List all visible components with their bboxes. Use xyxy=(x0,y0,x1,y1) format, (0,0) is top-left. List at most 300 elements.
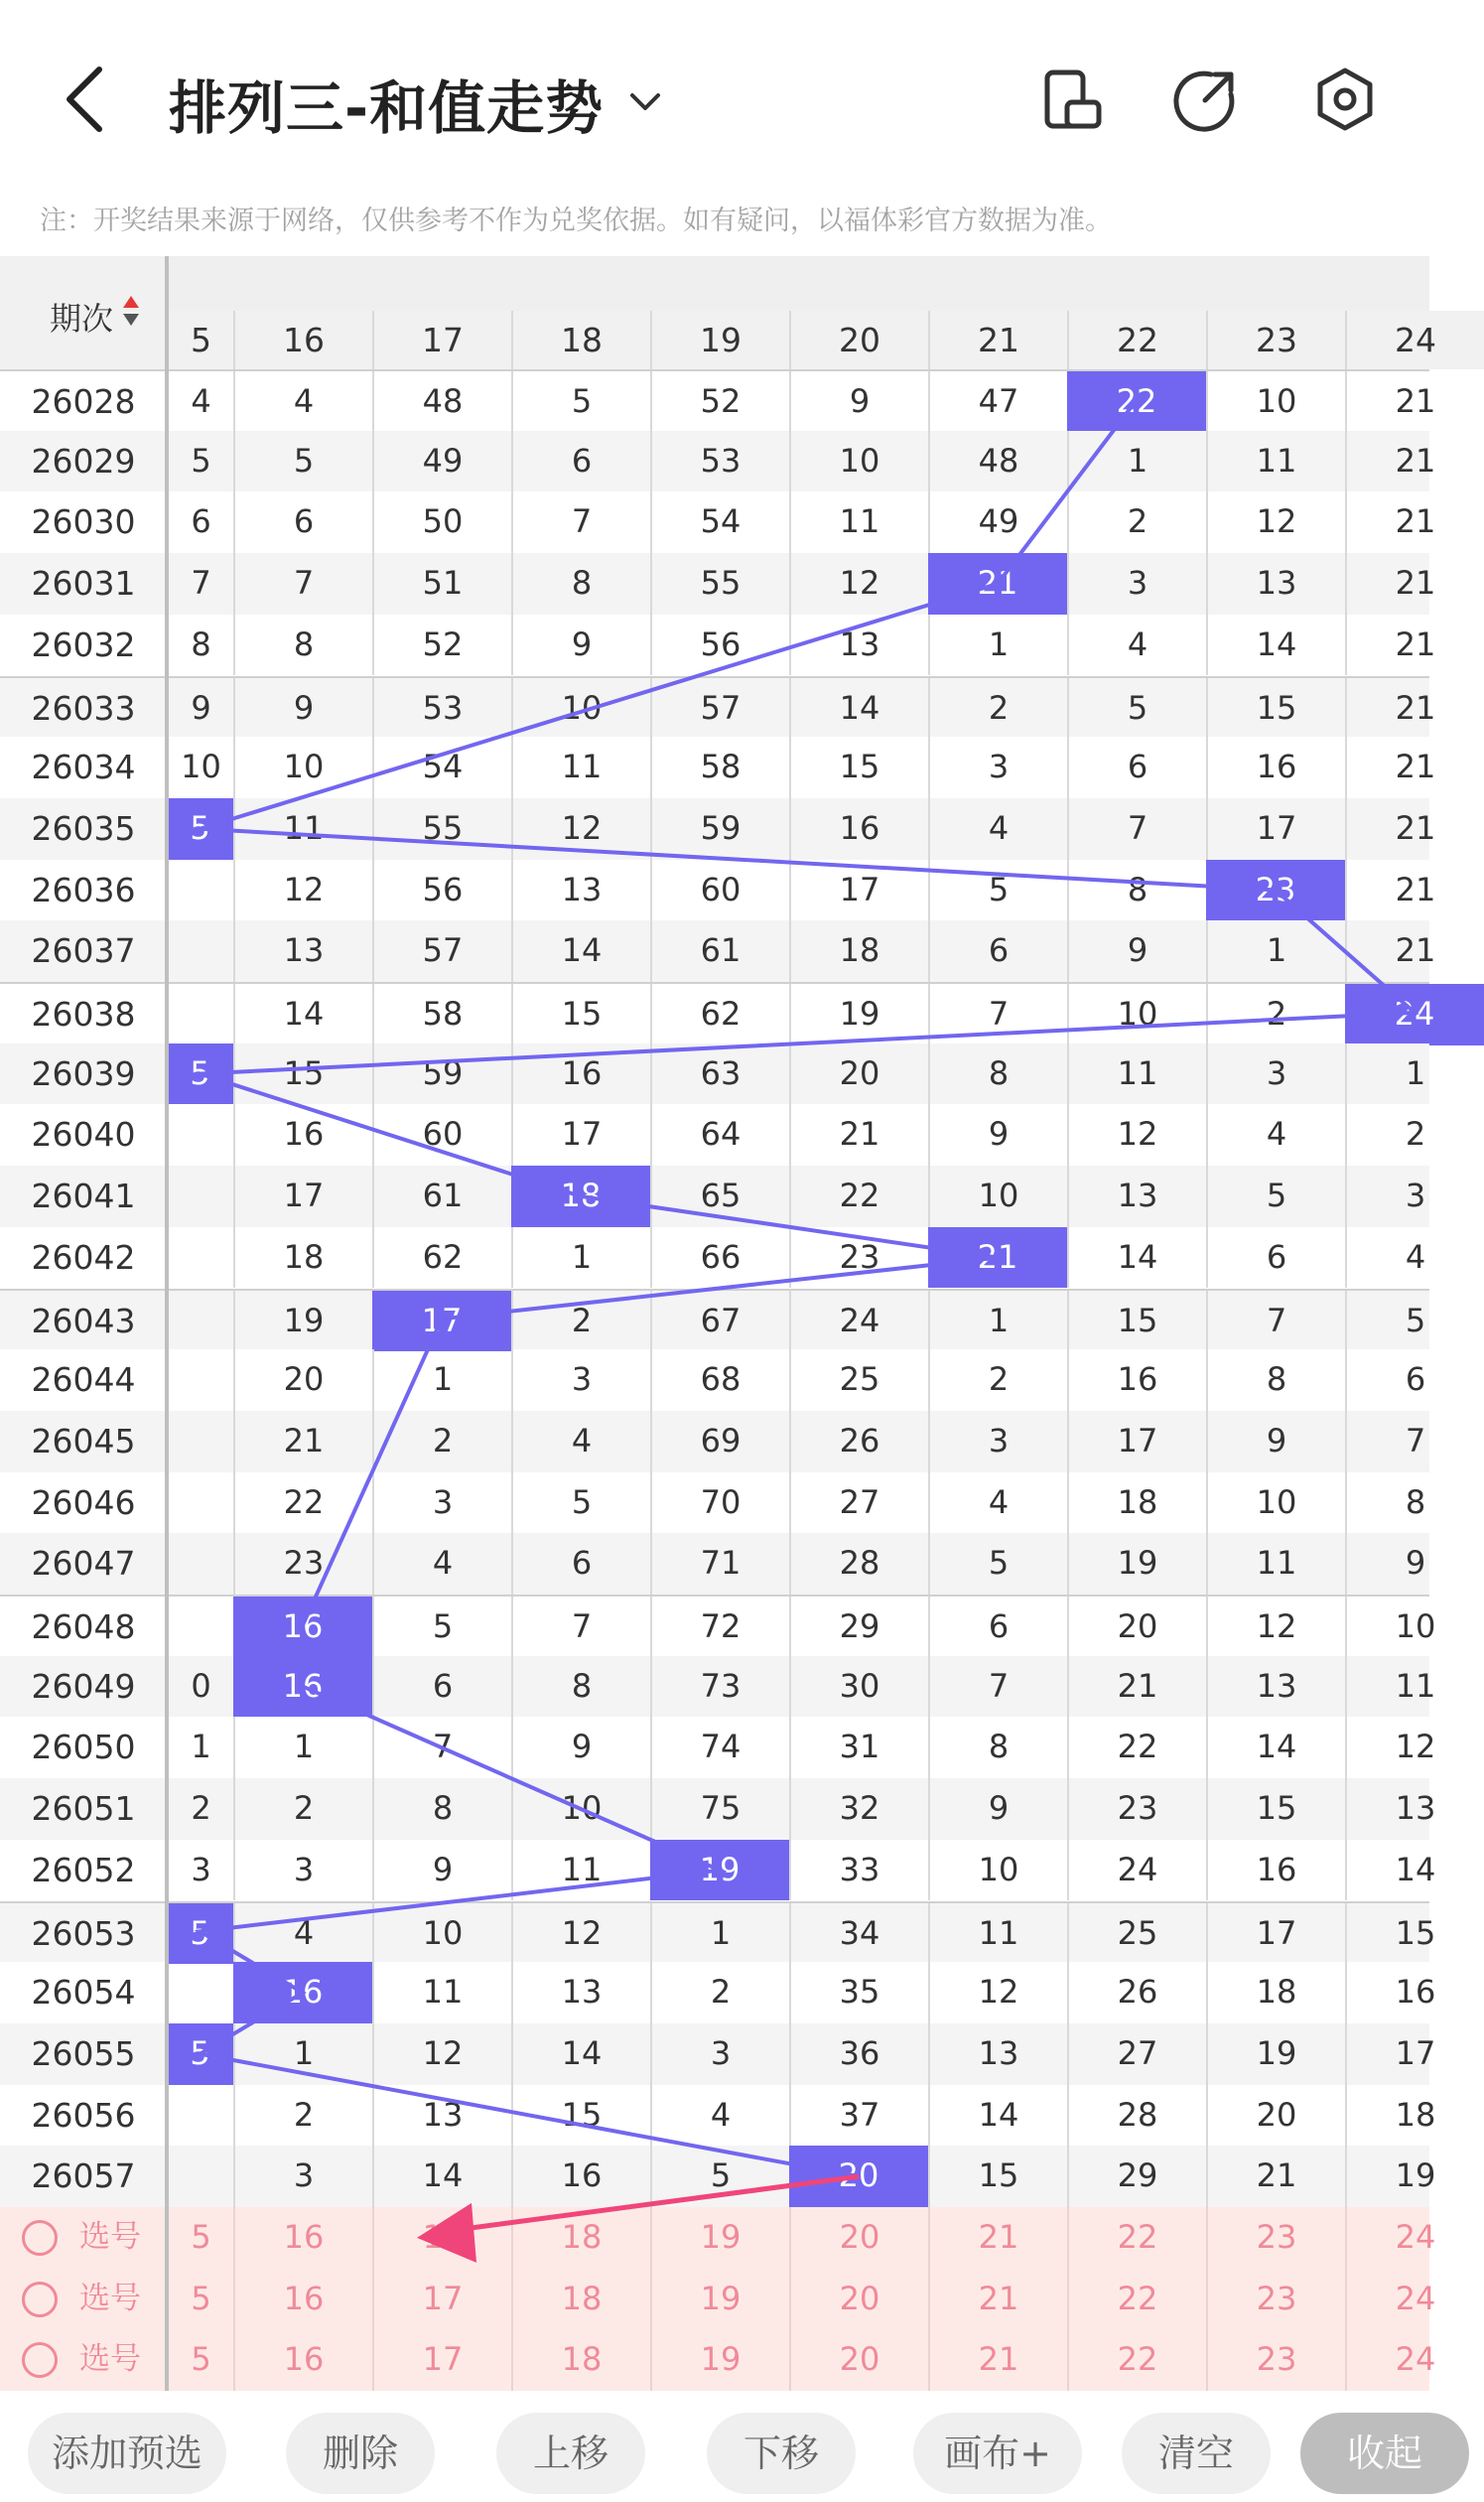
cell: 12 xyxy=(372,2023,511,2085)
cell: 74 xyxy=(650,1717,789,1778)
cell: 8 xyxy=(1206,1349,1345,1411)
selection-cell[interactable]: 21 xyxy=(928,2329,1067,2391)
cell: 63 xyxy=(650,1043,789,1105)
cell: 24 xyxy=(1067,1840,1206,1901)
cell: 8 xyxy=(928,1043,1067,1105)
cell: 2 xyxy=(511,1291,650,1352)
cell: 13 xyxy=(1206,553,1345,615)
period-number: 26045 xyxy=(31,1421,136,1460)
cell: 15 xyxy=(511,984,650,1045)
cell: 56 xyxy=(650,615,789,676)
cell: 7 xyxy=(233,553,372,615)
cell: 28 xyxy=(789,1533,928,1595)
hit-cell: 16 xyxy=(233,1962,372,2023)
hit-cell: 23 xyxy=(1206,860,1345,921)
cell: 13 xyxy=(789,615,928,676)
cell: 11 xyxy=(1067,1043,1206,1105)
selection-cell[interactable]: 20 xyxy=(789,2207,928,2269)
cell: 13 xyxy=(1345,1778,1484,1840)
cell: 14 xyxy=(511,2023,650,2085)
cell: 13 xyxy=(233,920,372,982)
cell: 6 xyxy=(511,431,650,492)
disclaimer-notice: 注：开奖结果来源于网络，仅供参考不作为兑奖依据。如有疑问，以福体彩官方数据为准。 xyxy=(40,206,1112,236)
frozen-column-divider xyxy=(165,256,169,2391)
cell: 8 xyxy=(372,1778,511,1840)
cell: 13 xyxy=(372,2085,511,2147)
cell: 8 xyxy=(1067,860,1206,921)
cell: 11 xyxy=(233,798,372,860)
chevron-down-icon[interactable] xyxy=(620,77,670,127)
column-header: 5 xyxy=(167,311,233,369)
cell: 18 xyxy=(1206,1962,1345,2023)
cell: 15 xyxy=(1206,678,1345,740)
cell: 14 xyxy=(1206,1717,1345,1778)
cell: 21 xyxy=(1345,920,1484,982)
cell: 9 xyxy=(233,678,372,740)
period-number: 26047 xyxy=(31,1544,136,1584)
cell: 13 xyxy=(1206,1656,1345,1718)
cell: 53 xyxy=(372,678,511,740)
cell: 35 xyxy=(789,1962,928,2023)
hit-cell: 22 xyxy=(1067,371,1206,433)
cell: 5 xyxy=(511,1472,650,1534)
selection-cell[interactable]: 20 xyxy=(789,2269,928,2330)
cell: 5 xyxy=(650,2146,789,2207)
cell: 4 xyxy=(1206,1104,1345,1166)
cell: 16 xyxy=(1345,1962,1484,2023)
cell: 9 xyxy=(1206,1411,1345,1472)
toolbar-button[interactable]: 清空 xyxy=(1122,2413,1271,2494)
cell: 21 xyxy=(1345,553,1484,615)
cell: 54 xyxy=(650,491,789,553)
period-number: 26038 xyxy=(31,995,136,1034)
cell: 20 xyxy=(789,1043,928,1105)
period-number: 26040 xyxy=(31,1115,136,1155)
arrow-line xyxy=(442,2176,859,2232)
cell: 9 xyxy=(789,371,928,433)
selection-cell[interactable]: 23 xyxy=(1206,2207,1345,2269)
period-number: 26033 xyxy=(31,688,136,728)
cell: 1 xyxy=(372,1349,511,1411)
cell: 11 xyxy=(511,1840,650,1901)
period-number: 26044 xyxy=(31,1360,136,1400)
cell: 9 xyxy=(1345,1533,1484,1595)
cell: 62 xyxy=(650,984,789,1045)
selection-cell[interactable]: 19 xyxy=(650,2207,789,2269)
cell: 21 xyxy=(1345,491,1484,553)
cell: 16 xyxy=(233,1104,372,1166)
cell: 14 xyxy=(1345,1840,1484,1901)
toolbar-button[interactable]: 下移 xyxy=(707,2413,856,2494)
cell: 17 xyxy=(233,1166,372,1227)
cell: 23 xyxy=(233,1533,372,1595)
cell: 15 xyxy=(1345,1903,1484,1965)
toolbar-button[interactable]: 上移 xyxy=(496,2413,645,2494)
cell: 10 xyxy=(511,1778,650,1840)
cell: 27 xyxy=(1067,2023,1206,2085)
cell: 28 xyxy=(1067,2085,1206,2147)
period-number: 26051 xyxy=(31,1789,136,1829)
cell: 1 xyxy=(1206,920,1345,982)
hit-cell: 5 xyxy=(167,1903,233,1965)
selection-cell[interactable]: 22 xyxy=(1067,2269,1206,2330)
app-header xyxy=(0,0,1429,199)
column-header: 21 xyxy=(928,311,1067,369)
cell: 1 xyxy=(233,1717,372,1778)
cell: 56 xyxy=(372,860,511,921)
hit-cell: 17 xyxy=(372,1291,511,1352)
cell: 21 xyxy=(1345,798,1484,860)
cell: 1 xyxy=(650,1903,789,1965)
cell: 3 xyxy=(650,2023,789,2085)
selection-cell[interactable]: 5 xyxy=(167,2269,233,2330)
cell: 7 xyxy=(928,1656,1067,1718)
cell: 21 xyxy=(1345,431,1484,492)
cell: 18 xyxy=(233,1227,372,1289)
cell: 53 xyxy=(650,431,789,492)
cell: 7 xyxy=(167,553,233,615)
cell: 5 xyxy=(167,431,233,492)
cell: 61 xyxy=(650,920,789,982)
column-header: 22 xyxy=(1067,311,1206,369)
cell: 21 xyxy=(1345,860,1484,921)
cell: 6 xyxy=(167,491,233,553)
cell: 59 xyxy=(650,798,789,860)
cell: 58 xyxy=(650,737,789,798)
trend-table xyxy=(0,256,1436,2391)
cell: 21 xyxy=(789,1104,928,1166)
cell: 14 xyxy=(928,2085,1067,2147)
selection-cell[interactable]: 22 xyxy=(1067,2329,1206,2391)
cell: 55 xyxy=(650,553,789,615)
cell: 49 xyxy=(928,491,1067,553)
cell: 10 xyxy=(233,737,372,798)
cell: 37 xyxy=(789,2085,928,2147)
selection-label: 选号 xyxy=(79,2341,141,2378)
cell: 71 xyxy=(650,1533,789,1595)
settings-icon[interactable] xyxy=(1310,65,1380,134)
hit-cell: 21 xyxy=(928,553,1067,615)
cell: 7 xyxy=(928,984,1067,1045)
cell: 50 xyxy=(372,491,511,553)
cell: 55 xyxy=(372,798,511,860)
cell: 12 xyxy=(789,553,928,615)
arrow-head-icon xyxy=(417,2203,476,2263)
selection-cell[interactable]: 16 xyxy=(233,2329,372,2391)
cell: 12 xyxy=(928,1962,1067,2023)
hit-cell: 5 xyxy=(167,1043,233,1105)
period-number: 26042 xyxy=(31,1237,136,1277)
period-number: 26031 xyxy=(31,564,136,604)
cell: 3 xyxy=(372,1472,511,1534)
cell: 19 xyxy=(1345,2146,1484,2207)
trend-lines xyxy=(0,256,1429,2391)
cell: 57 xyxy=(650,678,789,740)
cell: 2 xyxy=(928,1349,1067,1411)
screen-rotate-icon[interactable] xyxy=(1037,65,1107,134)
cell: 12 xyxy=(1206,1597,1345,1658)
page-title[interactable]: 排列三-和值走势 xyxy=(169,74,605,142)
cell: 13 xyxy=(511,860,650,921)
cell: 24 xyxy=(789,1291,928,1352)
toolbar-button[interactable]: 收起 xyxy=(1300,2413,1469,2494)
selection-cell[interactable]: 17 xyxy=(372,2269,511,2330)
cell: 3 xyxy=(1345,1166,1484,1227)
cell: 15 xyxy=(1067,1291,1206,1352)
selection-cell[interactable]: 23 xyxy=(1206,2269,1345,2330)
cell: 8 xyxy=(511,553,650,615)
period-number: 26030 xyxy=(31,502,136,542)
hit-cell: 18 xyxy=(511,1166,650,1227)
hit-cell: 16 xyxy=(233,1597,372,1658)
cell: 1 xyxy=(167,1717,233,1778)
share-icon[interactable] xyxy=(1171,65,1241,134)
cell: 54 xyxy=(372,737,511,798)
cell: 16 xyxy=(1067,1349,1206,1411)
back-arrow-icon[interactable] xyxy=(50,60,119,139)
hit-cell: 16 xyxy=(233,1656,372,1718)
cell: 48 xyxy=(928,431,1067,492)
cell: 6 xyxy=(928,920,1067,982)
cell: 19 xyxy=(1206,2023,1345,2085)
cell: 3 xyxy=(167,1840,233,1901)
cell: 10 xyxy=(372,1903,511,1965)
cell: 4 xyxy=(233,1903,372,1965)
period-number: 26034 xyxy=(31,748,136,787)
selection-cell[interactable]: 19 xyxy=(650,2329,789,2391)
cell: 21 xyxy=(1345,371,1484,433)
cell: 52 xyxy=(650,371,789,433)
cell: 12 xyxy=(511,1903,650,1965)
cell: 14 xyxy=(1206,615,1345,676)
cell: 17 xyxy=(511,1104,650,1166)
cell: 67 xyxy=(650,1291,789,1352)
period-number: 26055 xyxy=(31,2033,136,2073)
cell: 10 xyxy=(167,737,233,798)
period-number: 26043 xyxy=(31,1301,136,1340)
cell: 72 xyxy=(650,1597,789,1658)
cell: 15 xyxy=(1206,1778,1345,1840)
cell: 2 xyxy=(928,678,1067,740)
cell: 25 xyxy=(1067,1903,1206,1965)
cell: 8 xyxy=(1345,1472,1484,1534)
cell: 10 xyxy=(1345,1597,1484,1658)
cell: 14 xyxy=(789,678,928,740)
selection-cell[interactable]: 23 xyxy=(1206,2329,1345,2391)
cell: 9 xyxy=(928,1778,1067,1840)
cell: 17 xyxy=(789,860,928,921)
selection-cell[interactable]: 24 xyxy=(1345,2329,1484,2391)
cell: 10 xyxy=(1206,371,1345,433)
selection-cell[interactable]: 16 xyxy=(233,2269,372,2330)
hit-cell: 5 xyxy=(167,2023,233,2085)
bottom-toolbar xyxy=(0,2391,1429,2502)
cell: 17 xyxy=(1206,798,1345,860)
cell: 31 xyxy=(789,1717,928,1778)
period-number: 26057 xyxy=(31,2156,136,2196)
cell: 8 xyxy=(928,1717,1067,1778)
cell: 9 xyxy=(511,615,650,676)
cell: 11 xyxy=(789,491,928,553)
period-number: 26048 xyxy=(31,1607,136,1646)
cell: 61 xyxy=(372,1166,511,1227)
selection-cell[interactable]: 19 xyxy=(650,2269,789,2330)
cell: 14 xyxy=(511,920,650,982)
hit-cell: 20 xyxy=(789,2146,928,2207)
selection-cell[interactable]: 21 xyxy=(928,2269,1067,2330)
selection-cell[interactable]: 18 xyxy=(511,2207,650,2269)
selection-cell[interactable]: 24 xyxy=(1345,2207,1484,2269)
cell: 4 xyxy=(233,371,372,433)
cell: 15 xyxy=(511,2085,650,2147)
cell: 22 xyxy=(789,1166,928,1227)
cell: 5 xyxy=(1067,678,1206,740)
cell: 20 xyxy=(233,1349,372,1411)
cell: 32 xyxy=(789,1778,928,1840)
cell: 2 xyxy=(372,1411,511,1472)
cell: 5 xyxy=(928,860,1067,921)
cell: 10 xyxy=(1206,1472,1345,1534)
cell: 16 xyxy=(511,1043,650,1105)
period-number: 26032 xyxy=(31,625,136,664)
cell: 12 xyxy=(233,860,372,921)
cell: 2 xyxy=(233,1778,372,1840)
cell: 5 xyxy=(1206,1166,1345,1227)
cell: 15 xyxy=(789,737,928,798)
selection-cell[interactable]: 20 xyxy=(789,2329,928,2391)
period-number: 26037 xyxy=(31,931,136,971)
cell: 16 xyxy=(511,2146,650,2207)
cell: 36 xyxy=(789,2023,928,2085)
cell: 18 xyxy=(1345,2085,1484,2147)
cell: 3 xyxy=(928,737,1067,798)
cell: 2 xyxy=(1067,491,1206,553)
cell: 1 xyxy=(928,615,1067,676)
cell: 21 xyxy=(233,1411,372,1472)
period-number: 26035 xyxy=(31,808,136,848)
cell: 3 xyxy=(233,1840,372,1901)
cell: 1 xyxy=(1067,431,1206,492)
period-number: 26053 xyxy=(31,1913,136,1953)
selection-cell[interactable]: 5 xyxy=(167,2329,233,2391)
cell: 10 xyxy=(1067,984,1206,1045)
cell: 14 xyxy=(1067,1227,1206,1289)
selection-cell[interactable]: 17 xyxy=(372,2329,511,2391)
cell: 9 xyxy=(928,1104,1067,1166)
selection-cell[interactable]: 22 xyxy=(1067,2207,1206,2269)
cell: 68 xyxy=(650,1349,789,1411)
period-number: 26029 xyxy=(31,441,136,481)
cell: 23 xyxy=(789,1227,928,1289)
column-header: 19 xyxy=(650,311,789,369)
selection-cell[interactable]: 21 xyxy=(928,2207,1067,2269)
cell: 8 xyxy=(233,615,372,676)
cell: 12 xyxy=(1345,1717,1484,1778)
selection-cell[interactable]: 5 xyxy=(167,2207,233,2269)
column-header: 17 xyxy=(372,311,511,369)
cell: 15 xyxy=(233,1043,372,1105)
selection-cell[interactable]: 24 xyxy=(1345,2269,1484,2330)
cell: 8 xyxy=(167,615,233,676)
cell: 7 xyxy=(1345,1411,1484,1472)
cell: 3 xyxy=(511,1349,650,1411)
cell: 6 xyxy=(233,491,372,553)
cell: 13 xyxy=(928,2023,1067,2085)
cell: 34 xyxy=(789,1903,928,1965)
cell: 20 xyxy=(1206,2085,1345,2147)
cell: 14 xyxy=(233,984,372,1045)
cell: 11 xyxy=(1206,431,1345,492)
cell: 3 xyxy=(233,2146,372,2207)
cell: 3 xyxy=(1206,1043,1345,1105)
toolbar-button[interactable]: 画布+ xyxy=(913,2413,1082,2494)
selection-cell[interactable]: 18 xyxy=(511,2269,650,2330)
period-number: 26050 xyxy=(31,1728,136,1767)
cell: 29 xyxy=(1067,2146,1206,2207)
cell: 6 xyxy=(1206,1227,1345,1289)
cell: 4 xyxy=(167,371,233,433)
cell: 16 xyxy=(789,798,928,860)
cell: 9 xyxy=(372,1840,511,1901)
cell: 4 xyxy=(650,2085,789,2147)
cell: 10 xyxy=(928,1840,1067,1901)
toolbar-button[interactable]: 删除 xyxy=(286,2413,435,2494)
cell: 47 xyxy=(928,371,1067,433)
cell: 6 xyxy=(511,1533,650,1595)
cell: 19 xyxy=(1067,1533,1206,1595)
selection-label: 选号 xyxy=(79,2280,141,2316)
cell: 30 xyxy=(789,1656,928,1718)
cell: 2 xyxy=(1206,984,1345,1045)
period-number: 26028 xyxy=(31,382,136,421)
cell: 1 xyxy=(928,1291,1067,1352)
cell: 4 xyxy=(372,1533,511,1595)
cell: 3 xyxy=(928,1411,1067,1472)
toolbar-button[interactable]: 添加预选 xyxy=(28,2413,226,2494)
cell: 19 xyxy=(789,984,928,1045)
cell: 5 xyxy=(511,371,650,433)
cell: 7 xyxy=(511,1597,650,1658)
hit-cell: 5 xyxy=(167,798,233,860)
cell: 7 xyxy=(511,491,650,553)
cell: 0 xyxy=(167,1656,233,1718)
cell: 33 xyxy=(789,1840,928,1901)
cell: 14 xyxy=(372,2146,511,2207)
hit-cell: 19 xyxy=(650,1840,789,1901)
cell: 60 xyxy=(372,1104,511,1166)
cell: 5 xyxy=(928,1533,1067,1595)
cell: 26 xyxy=(789,1411,928,1472)
cell: 22 xyxy=(1067,1717,1206,1778)
cell: 49 xyxy=(372,431,511,492)
cell: 2 xyxy=(167,1778,233,1840)
column-header: 20 xyxy=(789,311,928,369)
trend-polyline xyxy=(201,400,1416,2176)
cell: 11 xyxy=(928,1903,1067,1965)
selection-cell[interactable]: 18 xyxy=(511,2329,650,2391)
cell: 22 xyxy=(233,1472,372,1534)
cell: 6 xyxy=(928,1597,1067,1658)
cell: 29 xyxy=(789,1597,928,1658)
cell: 17 xyxy=(1345,2023,1484,2085)
cell: 18 xyxy=(789,920,928,982)
cell: 11 xyxy=(1345,1656,1484,1718)
cell: 70 xyxy=(650,1472,789,1534)
cell: 2 xyxy=(1345,1104,1484,1166)
cell: 4 xyxy=(511,1411,650,1472)
cell: 1 xyxy=(1345,1043,1484,1105)
selection-cell[interactable]: 16 xyxy=(233,2207,372,2269)
